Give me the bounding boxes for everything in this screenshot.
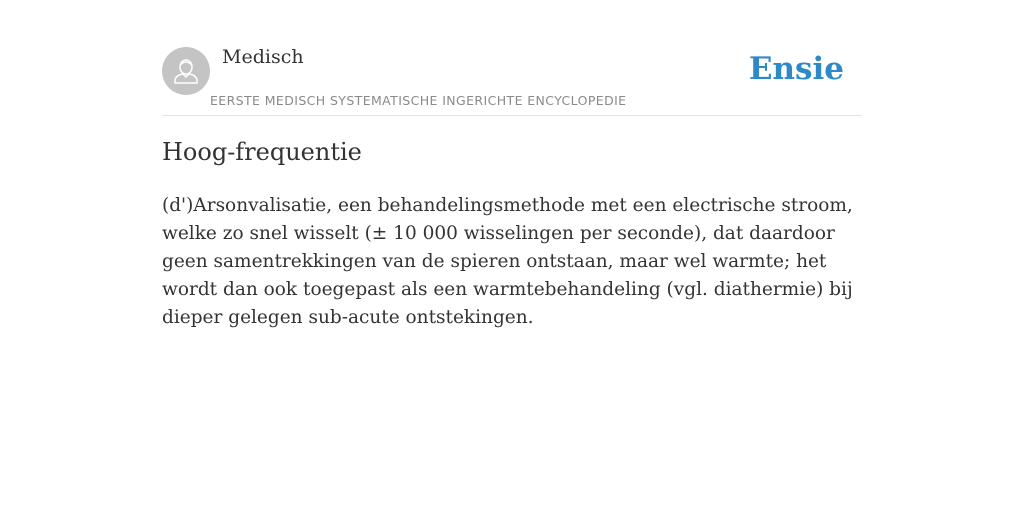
entry-header (162, 38, 862, 116)
avatar[interactable] (162, 47, 210, 95)
brand-logo[interactable]: Ensie (748, 51, 844, 87)
entry-body: (d')Arsonvalisatie, een behandelingsmethode met een electrische stroom, welke zo snel wisselt (± 10 000 wisselingen per seconde), dat daardoor geen samentrekkingen van de spieren ontstaan, maar wel warmte; het wordt dan ook toegepast als een warmtebehandeling (vgl. diathermie) bij dieper gelegen sub-acute ontstekingen. (162, 195, 853, 328)
source-name[interactable]: Medisch (222, 46, 304, 68)
source-description: EERSTE MEDISCH SYSTEMATISCHE INGERICHTE ENCYCLOPEDIE (210, 93, 627, 108)
user-icon (171, 56, 201, 86)
entry-title: Hoog-frequentie (162, 138, 362, 166)
